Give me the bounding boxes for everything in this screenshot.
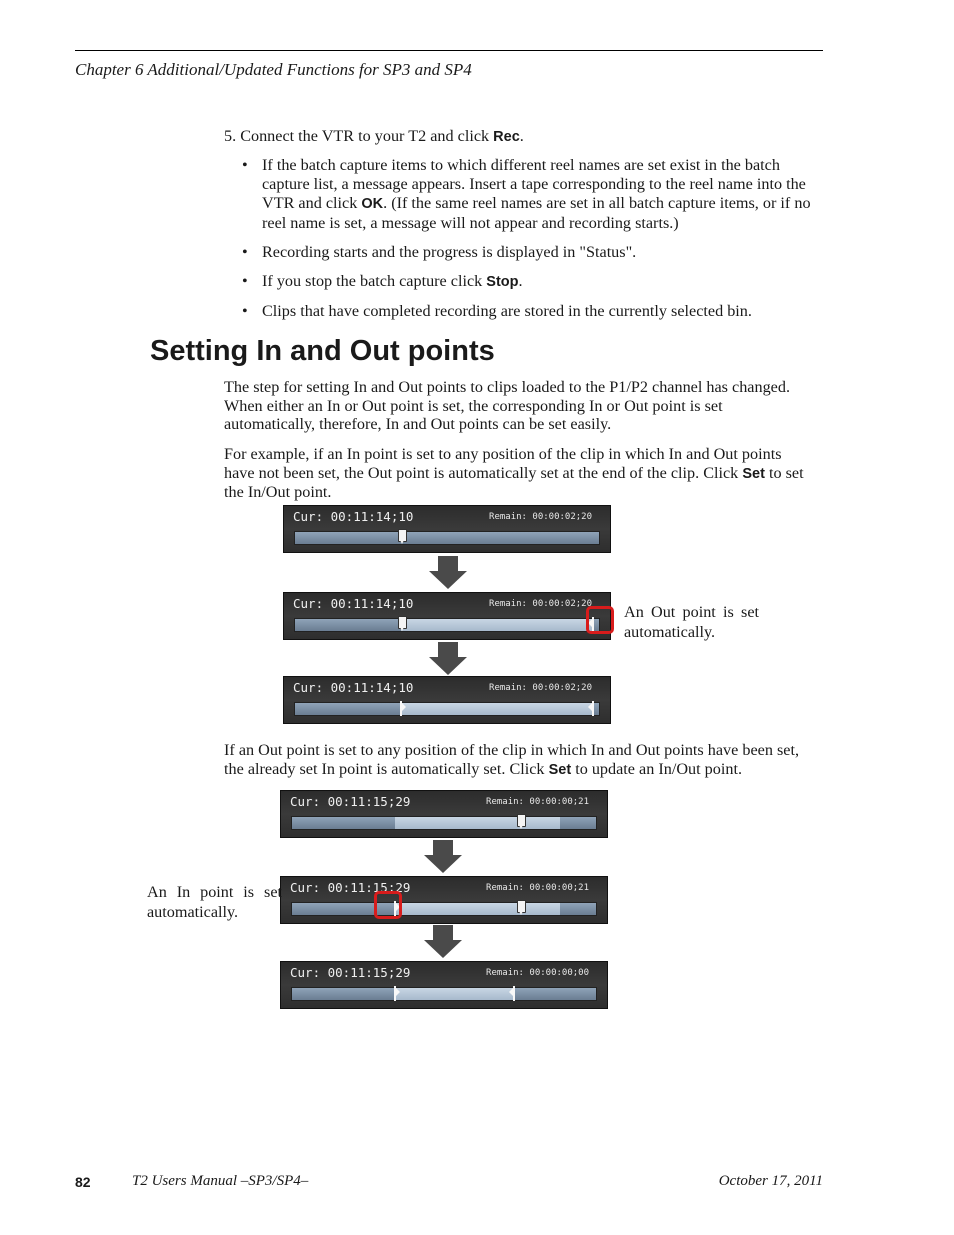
stop-button-label: Stop — [486, 274, 519, 290]
in-point-note: An In point is set automatically. — [147, 883, 282, 921]
timeline-panel — [280, 961, 608, 1009]
remain-timecode: Remain: 00:00:00;00 — [486, 968, 589, 978]
bullet-text: Clips that have completed recording are stored in the currently selected bin. — [262, 302, 752, 320]
down-arrow-icon — [429, 556, 467, 589]
timeline-track[interactable] — [291, 902, 597, 916]
timeline-track[interactable] — [294, 702, 600, 716]
out-point-icon — [513, 986, 515, 1001]
remain-timecode: Remain: 00:00:02;20 — [489, 683, 592, 693]
paragraph-example-in — [224, 445, 804, 502]
in-point-icon — [394, 986, 396, 1001]
current-timecode: Cur: 00:11:14;10 — [293, 596, 414, 611]
timeline-panel — [280, 876, 608, 924]
step-5-suffix: . — [519, 127, 524, 145]
step-5-text: 5. Connect the VTR to your T2 and click — [224, 127, 494, 145]
current-timecode: Cur: 00:11:14;10 — [293, 680, 414, 695]
remain-timecode: Remain: 00:00:02;20 — [489, 599, 592, 609]
in-out-range — [401, 703, 593, 715]
current-timecode: Cur: 00:11:15;29 — [290, 965, 411, 980]
timeline-track[interactable] — [291, 987, 597, 1001]
header-rule — [75, 50, 823, 51]
timeline-track[interactable] — [291, 816, 597, 830]
in-point-icon — [400, 701, 402, 716]
playhead-marker[interactable] — [398, 616, 407, 629]
timeline-panel — [283, 676, 611, 724]
step-5-bullets — [242, 156, 817, 331]
list-item — [242, 156, 817, 233]
bullet-text: . (If the same reel names are set in all batch capture items, or if no reel name is set, a message will not appear and recording starts.) — [262, 194, 811, 232]
down-arrow-icon — [424, 925, 462, 958]
paragraph-text: For example, if an In point is set to any position of the clip in which In and Out points have not been set, the Out point is automatically set at the end of the clip. Click — [224, 445, 782, 482]
out-point-icon — [592, 701, 594, 716]
playhead-marker[interactable] — [517, 900, 526, 913]
in-out-range — [401, 619, 593, 631]
current-timecode: Cur: 00:11:14;10 — [293, 509, 414, 524]
set-button-label: Set — [742, 465, 765, 482]
highlight-box — [374, 891, 402, 919]
bullet-text: If you stop the batch capture click — [262, 272, 487, 290]
footer-date: October 17, 2011 — [718, 1173, 823, 1189]
current-timecode: Cur: 00:11:15;29 — [290, 880, 411, 895]
timeline-track[interactable] — [294, 531, 600, 545]
down-arrow-icon — [424, 840, 462, 873]
manual-title: T2 Users Manual –SP3/SP4– — [132, 1173, 309, 1189]
set-button-label: Set — [548, 761, 572, 778]
paragraph-text: If an Out point is set to any position of the clip in which In and Out points have been set, the already set In point is automatically set. Click — [224, 741, 800, 778]
playhead-marker[interactable] — [517, 814, 526, 827]
timeline-panel — [283, 592, 611, 640]
current-timecode: Cur: 00:11:15;29 — [290, 794, 411, 809]
bullet-text: Recording starts and the progress is displayed in "Status". — [262, 243, 637, 261]
ok-button-label: OK — [361, 196, 384, 212]
paragraph-intro: The step for setting In and Out points to clips loaded to the P1/P2 channel has changed. When either an In or Out point is set, the corresponding In or Out point is set automatically, therefore, In and Out points can be set easily. — [224, 378, 791, 433]
in-out-range — [395, 817, 559, 829]
timeline-panel — [280, 790, 608, 838]
rec-button-label: Rec — [493, 129, 520, 145]
in-out-range — [395, 903, 559, 915]
highlight-box — [586, 606, 614, 634]
list-item — [242, 302, 817, 321]
remain-timecode: Remain: 00:00:00;21 — [486, 883, 589, 893]
page-number: 82 — [75, 1174, 91, 1190]
bullet-text: . — [518, 272, 523, 290]
timeline-track[interactable] — [294, 618, 600, 632]
bullet-icon: • — [242, 243, 248, 261]
playhead-marker[interactable] — [398, 529, 407, 542]
bullet-text: If the batch capture items to which different reel names are set exist in the batch capture list, a message appears. Insert a tape corresponding to the reel name into the VTR and click — [262, 156, 806, 212]
list-item — [242, 243, 817, 262]
remain-timecode: Remain: 00:00:02;20 — [489, 512, 592, 522]
paragraph-text: to update an In/Out point. — [571, 759, 742, 778]
step-5 — [224, 127, 524, 147]
list-item — [242, 272, 817, 292]
section-title: Setting In and Out points — [150, 335, 495, 367]
timeline-panel — [283, 505, 611, 553]
bullet-icon: • — [242, 302, 248, 320]
paragraph-example-out — [224, 741, 804, 779]
out-point-note: An Out point is set automatically. — [624, 603, 759, 641]
remain-timecode: Remain: 00:00:00;21 — [486, 797, 589, 807]
chapter-header: Chapter 6 Additional/Updated Functions for SP3 and SP4 — [75, 60, 472, 79]
down-arrow-icon — [429, 642, 467, 675]
bullet-icon: • — [242, 272, 248, 290]
paragraph-text: to set the In/Out point. — [224, 463, 804, 501]
bullet-icon: • — [242, 156, 248, 174]
in-out-range — [395, 988, 514, 1000]
